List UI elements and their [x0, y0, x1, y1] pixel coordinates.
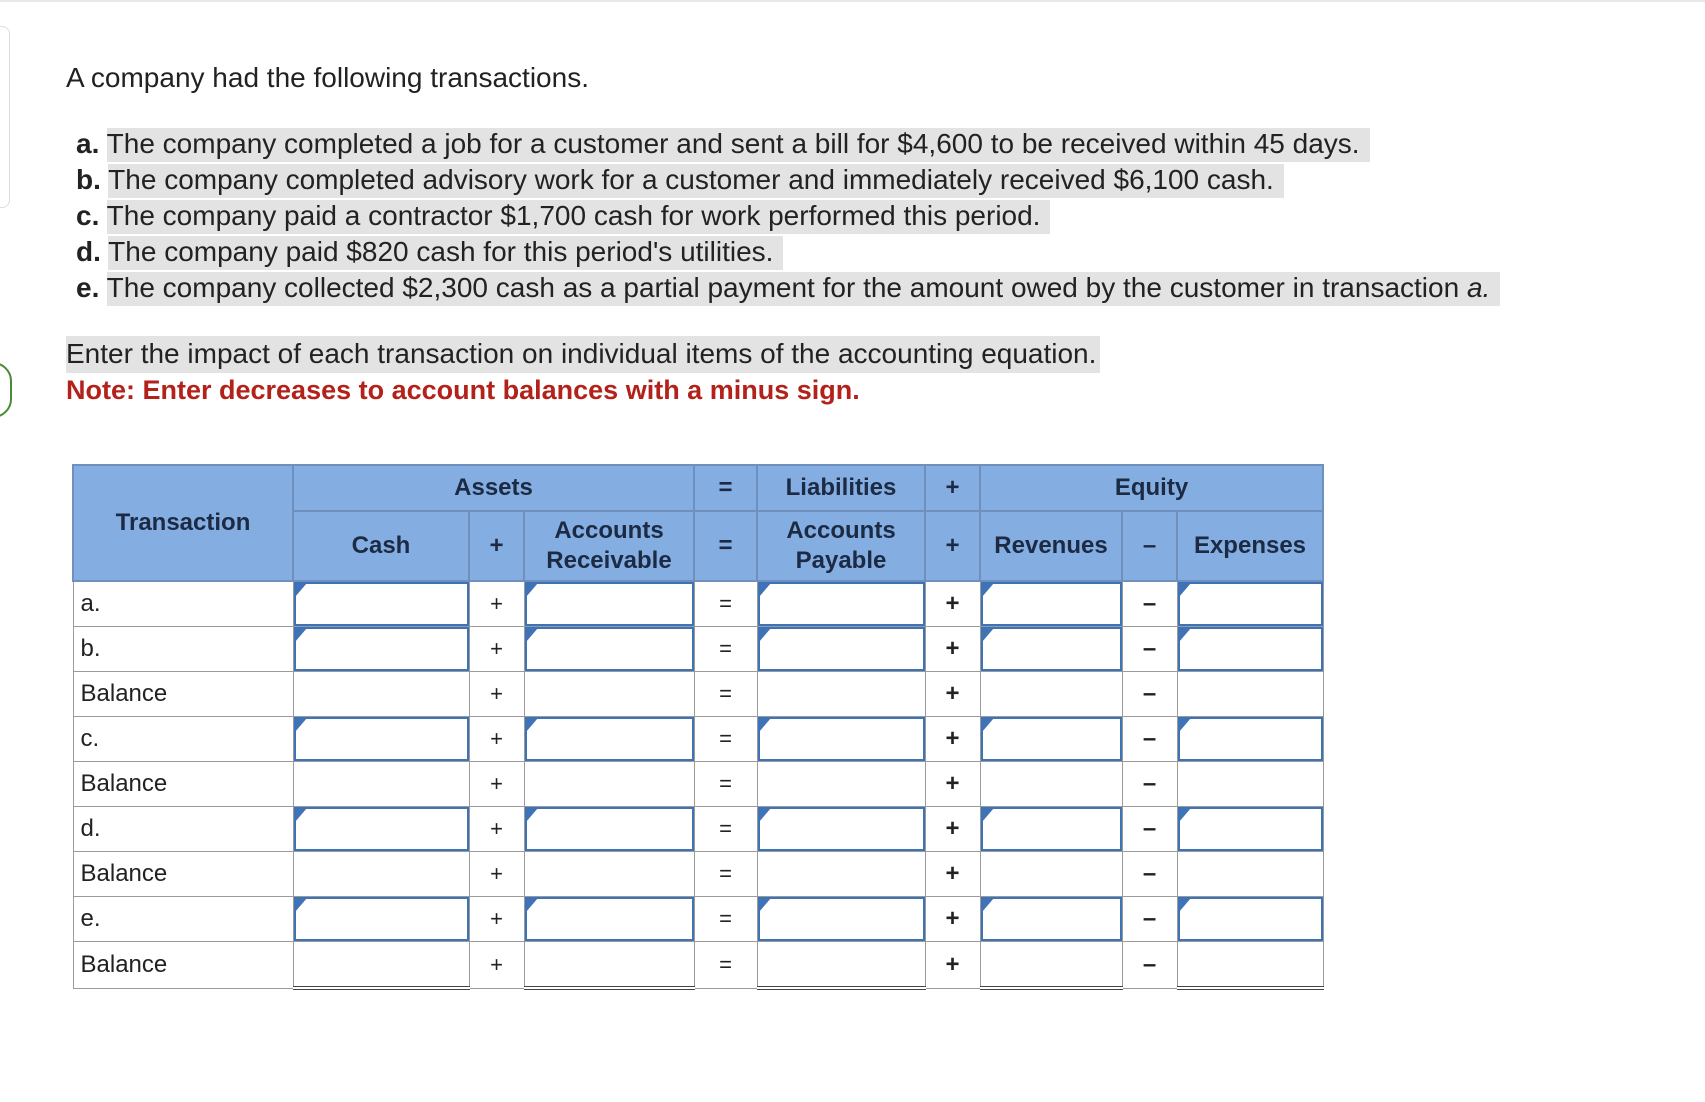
expenses-balance-value — [1178, 852, 1323, 896]
expenses-cell[interactable] — [1177, 627, 1323, 672]
header-equity: Equity — [980, 465, 1323, 511]
operator-equals: = — [694, 581, 757, 627]
operator-minus: – — [1122, 762, 1177, 807]
dropdown-flag-icon[interactable] — [759, 718, 771, 732]
row-label: Balance — [73, 942, 293, 989]
operator-plus-equity: + — [925, 717, 980, 762]
cash-input[interactable] — [294, 897, 469, 941]
accounts-receivable-input[interactable] — [525, 717, 694, 761]
operator-minus: – — [1122, 581, 1177, 627]
operator-plus-assets: + — [469, 852, 524, 897]
expenses-input-wrapper[interactable] — [1178, 807, 1323, 851]
accounts-receivable-input[interactable] — [525, 627, 694, 671]
accounts-receivable-input-wrapper[interactable] — [525, 897, 694, 941]
table-row — [73, 852, 1323, 897]
header-liabilities: Liabilities — [757, 465, 925, 511]
table-row — [73, 627, 1323, 672]
accounts-payable-input-wrapper[interactable] — [758, 582, 925, 626]
expenses-cell[interactable] — [1177, 897, 1323, 942]
cash-input[interactable] — [294, 717, 469, 761]
operator-equals: = — [694, 672, 757, 717]
row-label: Balance — [73, 762, 293, 807]
expenses-cell — [1177, 762, 1323, 807]
operator-equals: = — [694, 717, 757, 762]
operator-plus-assets: + — [469, 627, 524, 672]
accounts-receivable-cell[interactable] — [524, 807, 694, 852]
accounts-receivable-balance-value — [525, 762, 694, 806]
revenues-balance-value — [981, 852, 1122, 896]
accounts-receivable-input[interactable] — [525, 897, 694, 941]
accounts-receivable-input-wrapper[interactable] — [525, 807, 694, 851]
cash-input[interactable] — [294, 807, 469, 851]
expenses-input[interactable] — [1178, 897, 1323, 941]
operator-plus-assets: + — [469, 807, 524, 852]
table-row — [73, 942, 1323, 989]
operator-minus: – — [1122, 717, 1177, 762]
accounts-receivable-cell[interactable] — [524, 897, 694, 942]
operator-plus-equity: + — [925, 852, 980, 897]
operator-plus-equity: + — [925, 762, 980, 807]
accounts-payable-cell — [757, 672, 925, 717]
row-label: c. — [73, 717, 293, 762]
revenues-input-wrapper[interactable] — [981, 897, 1122, 941]
operator-equals: = — [694, 807, 757, 852]
accounts-receivable-input-wrapper[interactable] — [525, 717, 694, 761]
header-plus-equity: + — [925, 511, 980, 581]
revenues-cell[interactable] — [980, 581, 1122, 627]
question-intro: A company had the following transactions. — [66, 62, 589, 93]
accounting-equation-table — [72, 464, 1324, 990]
accounts-payable-cell[interactable] — [757, 581, 925, 627]
row-label: Balance — [73, 672, 293, 717]
cash-cell[interactable] — [293, 627, 469, 672]
expenses-cell[interactable] — [1177, 581, 1323, 627]
cash-balance-value — [294, 852, 469, 896]
accounts-payable-input[interactable] — [758, 627, 925, 671]
expenses-balance-value — [1178, 672, 1323, 716]
revenues-balance-value — [981, 942, 1122, 986]
table-row — [73, 672, 1323, 717]
revenues-balance-value — [981, 762, 1122, 806]
dropdown-flag-icon[interactable] — [759, 898, 771, 912]
header-minus: – — [1122, 511, 1177, 581]
cash-input[interactable] — [294, 582, 469, 626]
accounts-payable-cell[interactable] — [757, 807, 925, 852]
table-row — [73, 581, 1323, 627]
accounts-payable-balance-value — [758, 672, 925, 716]
revenues-input-wrapper[interactable] — [981, 582, 1122, 626]
header-accounts-receivable: Accounts Receivable — [524, 511, 694, 581]
expenses-input-wrapper[interactable] — [1178, 897, 1323, 941]
transaction-item-c: c. The company paid a contractor $1,700 cash for work performed this period. — [76, 198, 1500, 234]
header-expenses: Expenses — [1177, 511, 1323, 581]
expenses-input-wrapper[interactable] — [1178, 582, 1323, 626]
accounts-payable-balance-value — [758, 852, 925, 896]
dropdown-flag-icon[interactable] — [526, 718, 538, 732]
dropdown-flag-icon[interactable] — [526, 898, 538, 912]
revenues-input[interactable] — [981, 627, 1122, 671]
accounts-payable-cell — [757, 852, 925, 897]
accounts-payable-cell — [757, 942, 925, 989]
accounts-payable-balance-value — [758, 942, 925, 986]
revenues-input[interactable] — [981, 807, 1122, 851]
operator-plus-equity: + — [925, 627, 980, 672]
side-status-indicator — [0, 362, 12, 418]
cash-input-wrapper[interactable] — [294, 717, 469, 761]
revenues-input[interactable] — [981, 897, 1122, 941]
operator-plus-equity: + — [925, 581, 980, 627]
dropdown-flag-icon[interactable] — [759, 583, 771, 597]
dropdown-flag-icon[interactable] — [526, 583, 538, 597]
note-text: Note: Enter decreases to account balances with a minus sign. — [66, 375, 860, 405]
dropdown-flag-icon[interactable] — [1179, 718, 1191, 732]
transaction-list — [76, 126, 1500, 306]
accounts-receivable-cell — [524, 762, 694, 807]
revenues-cell[interactable] — [980, 897, 1122, 942]
cash-balance-value — [294, 762, 469, 806]
header-equals: = — [694, 465, 757, 511]
revenues-input-wrapper[interactable] — [981, 717, 1122, 761]
dropdown-flag-icon[interactable] — [982, 808, 994, 822]
accounts-receivable-cell — [524, 672, 694, 717]
accounts-receivable-input[interactable] — [525, 582, 694, 626]
accounts-receivable-balance-value — [525, 942, 694, 986]
dropdown-flag-icon[interactable] — [759, 808, 771, 822]
accounts-receivable-input-wrapper[interactable] — [525, 627, 694, 671]
transaction-item-d: d. The company paid $820 cash for this period's utilities. — [76, 234, 1500, 270]
table-row — [73, 717, 1323, 762]
accounts-receivable-cell[interactable] — [524, 627, 694, 672]
side-panel-edge — [0, 26, 10, 208]
dropdown-flag-icon[interactable] — [982, 718, 994, 732]
accounts-payable-input-wrapper[interactable] — [758, 807, 925, 851]
expenses-cell — [1177, 672, 1323, 717]
operator-plus-assets: + — [469, 897, 524, 942]
operator-plus-assets: + — [469, 942, 524, 989]
operator-equals: = — [694, 942, 757, 989]
header-assets: Assets — [293, 465, 694, 511]
cash-cell — [293, 942, 469, 989]
operator-plus-assets: + — [469, 717, 524, 762]
dropdown-flag-icon[interactable] — [1179, 583, 1191, 597]
dropdown-flag-icon[interactable] — [759, 628, 771, 642]
revenues-cell[interactable] — [980, 807, 1122, 852]
accounts-receivable-cell — [524, 942, 694, 989]
expenses-input[interactable] — [1178, 582, 1323, 626]
operator-plus-assets: + — [469, 581, 524, 627]
table-row — [73, 807, 1323, 852]
operator-plus-assets: + — [469, 672, 524, 717]
operator-equals: = — [694, 897, 757, 942]
cash-cell — [293, 672, 469, 717]
table-row — [73, 762, 1323, 807]
operator-plus-equity: + — [925, 897, 980, 942]
revenues-input[interactable] — [981, 582, 1122, 626]
accounts-payable-input[interactable] — [758, 582, 925, 626]
cash-input-wrapper[interactable] — [294, 807, 469, 851]
accounts-payable-cell[interactable] — [757, 897, 925, 942]
operator-minus: – — [1122, 672, 1177, 717]
accounts-payable-cell[interactable] — [757, 717, 925, 762]
cash-input-wrapper[interactable] — [294, 627, 469, 671]
header-equals-sub: = — [694, 511, 757, 581]
header-plus: + — [925, 465, 980, 511]
operator-equals: = — [694, 762, 757, 807]
dropdown-flag-icon[interactable] — [526, 808, 538, 822]
operator-plus-equity: + — [925, 807, 980, 852]
dropdown-flag-icon[interactable] — [526, 628, 538, 642]
operator-minus: – — [1122, 807, 1177, 852]
table-row — [73, 897, 1323, 942]
dropdown-flag-icon[interactable] — [982, 628, 994, 642]
operator-plus-assets: + — [469, 762, 524, 807]
operator-equals: = — [694, 627, 757, 672]
accounts-receivable-input[interactable] — [525, 807, 694, 851]
expenses-input-wrapper[interactable] — [1178, 627, 1323, 671]
accounts-payable-input-wrapper[interactable] — [758, 717, 925, 761]
dropdown-flag-icon[interactable] — [295, 583, 307, 597]
accounts-payable-cell[interactable] — [757, 627, 925, 672]
row-label: d. — [73, 807, 293, 852]
accounts-payable-input[interactable] — [758, 717, 925, 761]
expenses-cell[interactable] — [1177, 807, 1323, 852]
cash-cell[interactable] — [293, 717, 469, 762]
row-label: e. — [73, 897, 293, 942]
expenses-balance-value — [1178, 942, 1323, 986]
dropdown-flag-icon[interactable] — [295, 808, 307, 822]
revenues-cell[interactable] — [980, 717, 1122, 762]
operator-equals: = — [694, 852, 757, 897]
dropdown-flag-icon[interactable] — [295, 628, 307, 642]
expenses-balance-value — [1178, 762, 1323, 806]
operator-plus-equity: + — [925, 942, 980, 989]
row-label: b. — [73, 627, 293, 672]
accounts-payable-input-wrapper[interactable] — [758, 627, 925, 671]
revenues-cell[interactable] — [980, 627, 1122, 672]
operator-plus-equity: + — [925, 672, 980, 717]
header-accounts-payable: Accounts Payable — [757, 511, 925, 581]
accounts-payable-input[interactable] — [758, 897, 925, 941]
dropdown-flag-icon[interactable] — [295, 718, 307, 732]
dropdown-flag-icon[interactable] — [1179, 628, 1191, 642]
revenues-input-wrapper[interactable] — [981, 807, 1122, 851]
header-cash: Cash — [293, 511, 469, 581]
cash-cell — [293, 762, 469, 807]
expenses-input[interactable] — [1178, 717, 1323, 761]
accounts-receivable-balance-value — [525, 672, 694, 716]
top-divider — [0, 0, 1705, 2]
operator-minus: – — [1122, 897, 1177, 942]
revenues-input-wrapper[interactable] — [981, 627, 1122, 671]
cash-cell[interactable] — [293, 897, 469, 942]
header-transaction: Transaction — [73, 465, 293, 581]
operator-minus: – — [1122, 852, 1177, 897]
expenses-input[interactable] — [1178, 627, 1323, 671]
accounts-receivable-cell — [524, 852, 694, 897]
cash-input-wrapper[interactable] — [294, 582, 469, 626]
cash-cell[interactable] — [293, 807, 469, 852]
dropdown-flag-icon[interactable] — [1179, 898, 1191, 912]
revenues-cell — [980, 852, 1122, 897]
accounts-payable-input-wrapper[interactable] — [758, 897, 925, 941]
header-plus-assets: + — [469, 511, 524, 581]
row-label: a. — [73, 581, 293, 627]
dropdown-flag-icon[interactable] — [982, 583, 994, 597]
transaction-item-b: b. The company completed advisory work for a customer and immediately received $6,100 cash. — [76, 162, 1500, 198]
header-revenues: Revenues — [980, 511, 1122, 581]
accounts-receivable-input-wrapper[interactable] — [525, 582, 694, 626]
cash-cell — [293, 852, 469, 897]
revenues-cell — [980, 942, 1122, 989]
instruction-text: Enter the impact of each transaction on individual items of the accounting equation. — [66, 338, 1100, 370]
dropdown-flag-icon[interactable] — [295, 898, 307, 912]
accounts-payable-cell — [757, 762, 925, 807]
accounts-receivable-cell[interactable] — [524, 581, 694, 627]
expenses-cell[interactable] — [1177, 717, 1323, 762]
expenses-cell — [1177, 942, 1323, 989]
row-label: Balance — [73, 852, 293, 897]
dropdown-flag-icon[interactable] — [1179, 808, 1191, 822]
transaction-item-e: e. The company collected $2,300 cash as a partial payment for the amount owed by the customer in transaction a. — [76, 270, 1500, 306]
cash-input-wrapper[interactable] — [294, 897, 469, 941]
revenues-cell — [980, 672, 1122, 717]
operator-minus: – — [1122, 627, 1177, 672]
cash-balance-value — [294, 672, 469, 716]
revenues-cell — [980, 762, 1122, 807]
expenses-input[interactable] — [1178, 807, 1323, 851]
cash-balance-value — [294, 942, 469, 986]
accounts-receivable-cell[interactable] — [524, 717, 694, 762]
expenses-cell — [1177, 852, 1323, 897]
accounts-payable-balance-value — [758, 762, 925, 806]
transaction-item-a: a. The company completed a job for a customer and sent a bill for $4,600 to be received within 45 days. — [76, 126, 1500, 162]
operator-minus: – — [1122, 942, 1177, 989]
dropdown-flag-icon[interactable] — [982, 898, 994, 912]
revenues-balance-value — [981, 672, 1122, 716]
accounts-payable-input[interactable] — [758, 807, 925, 851]
expenses-input-wrapper[interactable] — [1178, 717, 1323, 761]
accounts-receivable-balance-value — [525, 852, 694, 896]
cash-cell[interactable] — [293, 581, 469, 627]
revenues-input[interactable] — [981, 717, 1122, 761]
cash-input[interactable] — [294, 627, 469, 671]
